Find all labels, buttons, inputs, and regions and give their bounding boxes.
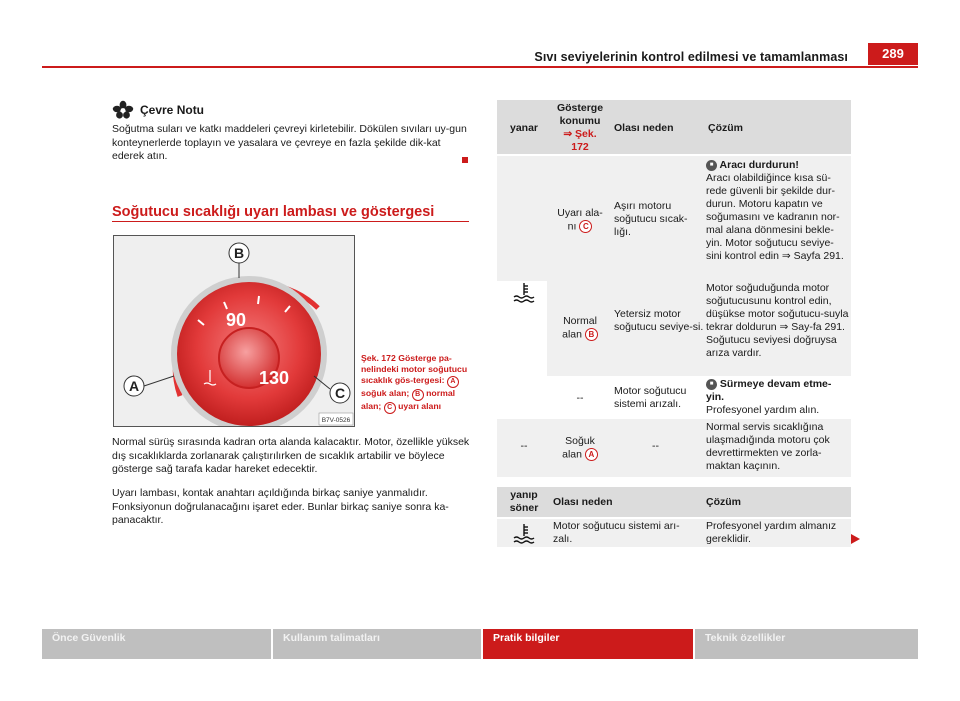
row4-position-line1: Soğuk — [565, 435, 595, 447]
coolant-gauge-figure — [113, 235, 355, 427]
row3-solution — [706, 378, 848, 417]
marker-c: C — [334, 385, 346, 401]
figure-code: B7V-0526 — [321, 417, 351, 424]
row2-solution — [706, 282, 851, 360]
row2-position-line2: alan — [562, 328, 582, 341]
gauge-illustration — [114, 236, 354, 426]
footer-tab-technical[interactable]: Teknik özellikler — [695, 629, 918, 659]
coolant-warning-icon — [512, 281, 536, 303]
col-header-position-ref: ⇒ Şek. — [563, 128, 597, 140]
row4-solution: Normal servis sıcaklığına ulaşmadığında motoru çok devrettirmekten ve zorla-maktan kaçının. — [706, 421, 830, 472]
caption-marker-b: B — [412, 389, 424, 401]
caption-c-text: uyarı alanı — [398, 401, 442, 412]
page-number: 289 — [868, 43, 918, 65]
col-header-position — [548, 102, 612, 154]
row3-cause: Motor soğutucu sistemi arızalı. — [614, 385, 687, 410]
row4-cause: -- — [652, 440, 659, 452]
marker-a: A — [128, 378, 140, 394]
caption-text: Gösterge pa-nelindeki motor soğutucu sıcaklık gös-tergesi: — [361, 353, 468, 386]
row1-solution-heading: Aracı durdurun! — [719, 159, 799, 171]
caption-marker-a: A — [447, 376, 459, 388]
row1-solution — [706, 159, 848, 263]
row2-marker: B — [585, 328, 598, 341]
col-header-position-line2: konumu — [559, 115, 601, 127]
footer-tab-safety[interactable]: Önce Güvenlik — [42, 629, 271, 659]
col-header-lamp: yanar — [509, 122, 539, 134]
coolant-warning-icon — [512, 522, 536, 544]
caption-ref: Şek. 172 — [361, 353, 396, 363]
stop-icon: ■ — [706, 379, 717, 390]
row1-marker: C — [579, 220, 592, 233]
header-divider — [42, 66, 918, 68]
env-note-heading: Çevre Notu — [140, 103, 205, 117]
row2-position-line1: Normal — [563, 315, 597, 327]
row3-solution-heading: Sürmeye devam etme-yin. — [706, 378, 832, 403]
body-paragraph: Uyarı lambası, kontak anahtarı açıldığında birkaç saniye yanmalıdır. Fonksiyonun doğrulanacağını işaret eder. Bunlar birkaç saniye sonra ka-panacaktır. — [112, 487, 449, 526]
caption-b-text: normal alan; — [361, 388, 456, 412]
figure-caption — [361, 353, 469, 414]
col-header-position-ref2: 172 — [571, 141, 589, 153]
row1-solution-text: Aracı olabildiğince kısa sü-rede güvenli bir şekilde dur-durun. Motoru kapatın ve soğumasını ve kadranın nor-mal alana dönmesini bekle-yin. Motor soğutucu seviye-sini kontrol edin ⇒ Sayfa 291. — [706, 172, 844, 262]
t2-cause: Motor soğutucu sistemi arı-zalı. — [553, 520, 680, 545]
caption-marker-c: C — [384, 402, 396, 414]
row3-solution-text: Profesyonel yardım alın. — [706, 404, 820, 416]
footer-tab-practical[interactable]: Pratik bilgiler — [483, 629, 693, 659]
row4-position-line2: alan — [562, 448, 582, 461]
body-paragraph: Normal sürüş sırasında kadran orta alanda kalacaktır. Motor, özellikle yüksek dış sıcaklıklarda zorlanarak çalıştırılırken de sıcaklık artabilir ve böylece gösterge sağ tarafa kadar hareket edecektir. — [112, 436, 470, 475]
row4-marker: A — [585, 448, 598, 461]
row1-position — [550, 207, 610, 233]
row1-position-line1: Uyarı ala- — [557, 207, 603, 219]
row1-cause: Aşırı motoru soğutucu sıcak-lığı. — [614, 200, 688, 238]
section-title: Soğutucu sıcaklığı uyarı lambası ve göstergesi — [112, 204, 435, 220]
stop-icon: ■ — [706, 160, 717, 171]
footer-tab-operation[interactable]: Kullanım talimatları — [273, 629, 481, 659]
row2-solution-text: Motor soğuduğunda motor soğutucusunu kontrol edin, düşükse motor soğutucu-suyla tekrar doldurun ⇒ Say-fa 291. — [706, 282, 849, 333]
continue-arrow-icon — [851, 534, 860, 544]
end-marker — [462, 157, 468, 163]
col-header-flashing-line1: yanıp — [510, 489, 538, 501]
col-header-position-line1: Gösterge — [556, 102, 604, 114]
col-header-solution: Çözüm — [706, 496, 741, 508]
env-note-text: Soğutma suları ve katkı maddeleri çevreyi kirletebilir. Dökülen sıvıları uy-gun konteynerlerde toplayın ve yasalara ve çevreye en fazla şekilde dik-kat ederek atın. — [112, 123, 467, 162]
environment-note — [112, 100, 472, 164]
col-header-cause: Olası neden — [614, 122, 674, 134]
flower-icon — [112, 100, 134, 120]
row3-position: -- — [576, 392, 584, 404]
marker-b: B — [233, 245, 245, 261]
row2-solution-text2: Soğutucu seviyesi doğruysa arıza vardır. — [706, 334, 837, 359]
row1-position-line2: nı — [567, 220, 577, 233]
col-header-flashing-line2: söner — [509, 502, 539, 514]
table-header-bg — [497, 487, 851, 517]
gauge-label-130: 130 — [259, 368, 290, 388]
gauge-label-90: 90 — [226, 310, 247, 330]
t2-solution: Profesyonel yardım almanız gereklidir. — [706, 520, 837, 545]
row2-position — [550, 315, 610, 341]
col-header-cause: Olası neden — [553, 496, 613, 508]
row2-cause: Yetersiz motor soğutucu seviye-si. — [614, 308, 704, 333]
row4-lamp: -- — [520, 440, 528, 452]
col-header-solution: Çözüm — [708, 122, 743, 134]
col-header-flashing — [500, 489, 548, 515]
section-divider — [112, 221, 469, 222]
caption-a-text: soğuk alan; — [361, 388, 412, 399]
row4-position — [550, 435, 610, 461]
page-header-title: Sıvı seviyelerinin kontrol edilmesi ve tamamlanması — [534, 50, 848, 64]
